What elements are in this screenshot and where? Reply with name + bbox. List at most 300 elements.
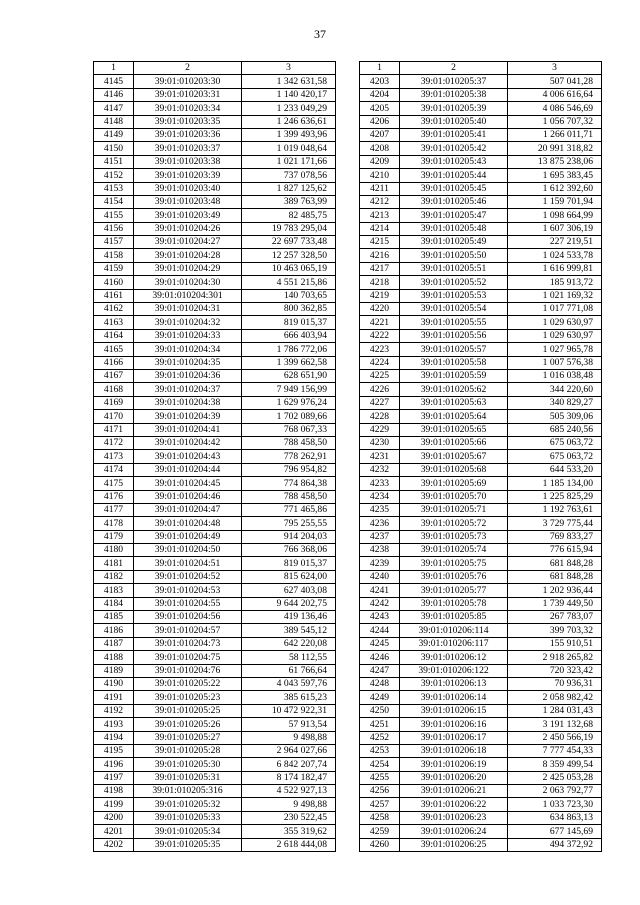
cadastral-value: 19 783 295,04 (242, 222, 336, 235)
cadastral-number: 39:01:010204:26 (134, 222, 242, 235)
cadastral-number: 39:01:010205:31 (134, 771, 242, 784)
table-row (94, 155, 336, 168)
table-row (94, 195, 336, 208)
table-row (94, 704, 336, 717)
table-row (360, 396, 602, 409)
table-row (360, 651, 602, 664)
table-row (360, 343, 602, 356)
table-row (360, 611, 602, 624)
cadastral-number: 39:01:010204:34 (134, 343, 242, 356)
row-number: 4174 (94, 463, 134, 476)
table-row (94, 517, 336, 530)
cadastral-number: 39:01:010204:45 (134, 477, 242, 490)
cadastral-number: 39:01:010203:49 (134, 209, 242, 222)
cadastral-value: 9 498,88 (242, 731, 336, 744)
cadastral-value: 1 021 169,32 (508, 289, 602, 302)
cadastral-number: 39:01:010205:23 (134, 691, 242, 704)
cadastral-value: 61 766,64 (242, 664, 336, 677)
cadastral-value: 507 041,28 (508, 75, 602, 88)
table-row (360, 744, 602, 757)
header-row (94, 62, 336, 75)
cadastral-number: 39:01:010205:62 (400, 383, 508, 396)
cadastral-number: 39:01:010205:35 (134, 838, 242, 851)
row-number: 4221 (360, 316, 400, 329)
cadastral-number: 39:01:010204:50 (134, 544, 242, 557)
cadastral-number: 39:01:010205:69 (400, 477, 508, 490)
header-col-2: 2 (400, 62, 508, 75)
row-number: 4253 (360, 744, 400, 757)
cadastral-value: 12 257 328,50 (242, 249, 336, 262)
table-row (360, 115, 602, 128)
cadastral-value: 766 368,06 (242, 544, 336, 557)
cadastral-value: 1 399 662,58 (242, 356, 336, 369)
cadastral-number: 39:01:010204:48 (134, 517, 242, 530)
cadastral-value: 720 323,42 (508, 664, 602, 677)
row-number: 4222 (360, 329, 400, 342)
cadastral-number: 39:01:010205:38 (400, 88, 508, 101)
row-number: 4185 (94, 611, 134, 624)
cadastral-value: 10 472 922,31 (242, 704, 336, 717)
table-row (94, 209, 336, 222)
cadastral-value: 22 697 733,48 (242, 236, 336, 249)
cadastral-number: 39:01:010204:57 (134, 624, 242, 637)
cadastral-value: 2 964 027,66 (242, 744, 336, 757)
cadastral-number: 39:01:010206:16 (400, 718, 508, 731)
table-row (360, 798, 602, 811)
table-row (94, 423, 336, 436)
row-number: 4257 (360, 798, 400, 811)
row-number: 4161 (94, 289, 134, 302)
table-row (360, 276, 602, 289)
cadastral-value: 914 204,03 (242, 530, 336, 543)
cadastral-value: 1 827 125,62 (242, 182, 336, 195)
cadastral-number: 39:01:010204:41 (134, 423, 242, 436)
row-number: 4252 (360, 731, 400, 744)
cadastral-value: 6 842 207,74 (242, 758, 336, 771)
cadastral-number: 39:01:010205:39 (400, 102, 508, 115)
cadastral-number: 39:01:010205:30 (134, 758, 242, 771)
cadastral-number: 39:01:010205:22 (134, 677, 242, 690)
cadastral-number: 39:01:010206:20 (400, 771, 508, 784)
cadastral-value: 677 145,69 (508, 825, 602, 838)
row-number: 4182 (94, 570, 134, 583)
cadastral-number: 39:01:010204:49 (134, 530, 242, 543)
table-row (94, 785, 336, 798)
cadastral-number: 39:01:010206:117 (400, 637, 508, 650)
cadastral-number: 39:01:010205:70 (400, 490, 508, 503)
cadastral-value: 70 936,31 (508, 677, 602, 690)
row-number: 4213 (360, 209, 400, 222)
table-row (360, 503, 602, 516)
table-row (94, 142, 336, 155)
row-number: 4241 (360, 584, 400, 597)
cadastral-value: 666 403,94 (242, 329, 336, 342)
cadastral-number: 39:01:010205:48 (400, 222, 508, 235)
cadastral-number: 39:01:010204:42 (134, 436, 242, 449)
row-number: 4244 (360, 624, 400, 637)
table-row (360, 102, 602, 115)
cadastral-value: 4 043 597,76 (242, 677, 336, 690)
cadastral-number: 39:01:010205:68 (400, 463, 508, 476)
row-number: 4183 (94, 584, 134, 597)
row-number: 4239 (360, 557, 400, 570)
row-number: 4234 (360, 490, 400, 503)
cadastral-value: 58 112,55 (242, 651, 336, 664)
table-row (360, 477, 602, 490)
cadastral-value: 675 063,72 (508, 450, 602, 463)
table-row (94, 236, 336, 249)
row-number: 4214 (360, 222, 400, 235)
row-number: 4163 (94, 316, 134, 329)
cadastral-value: 1 159 701,94 (508, 195, 602, 208)
cadastral-value: 1 140 420,17 (242, 88, 336, 101)
row-number: 4155 (94, 209, 134, 222)
row-number: 4158 (94, 249, 134, 262)
cadastral-value: 644 533,20 (508, 463, 602, 476)
row-number: 4240 (360, 570, 400, 583)
table-row (94, 75, 336, 88)
table-row (360, 236, 602, 249)
table-row (360, 303, 602, 316)
table-row (94, 115, 336, 128)
cadastral-number: 39:01:010205:55 (400, 316, 508, 329)
cadastral-number: 39:01:010203:48 (134, 195, 242, 208)
cadastral-number: 39:01:010206:122 (400, 664, 508, 677)
table-row (94, 369, 336, 382)
cadastral-value: 2 058 982,42 (508, 691, 602, 704)
cadastral-number: 39:01:010204:30 (134, 276, 242, 289)
cadastral-number: 39:01:010203:36 (134, 128, 242, 141)
row-number: 4192 (94, 704, 134, 717)
cadastral-value: 681 848,28 (508, 570, 602, 583)
cadastral-value: 1 029 630,97 (508, 316, 602, 329)
cadastral-number: 39:01:010206:23 (400, 811, 508, 824)
row-number: 4254 (360, 758, 400, 771)
row-number: 4196 (94, 758, 134, 771)
cadastral-value: 771 465,86 (242, 503, 336, 516)
cadastral-number: 39:01:010205:58 (400, 356, 508, 369)
cadastral-number: 39:01:010204:28 (134, 249, 242, 262)
table-row (94, 276, 336, 289)
row-number: 4171 (94, 423, 134, 436)
table-row (94, 557, 336, 570)
row-number: 4236 (360, 517, 400, 530)
cadastral-value: 2 618 444,08 (242, 838, 336, 851)
right-table-body (360, 75, 602, 852)
cadastral-value: 628 651,90 (242, 369, 336, 382)
cadastral-number: 39:01:010205:47 (400, 209, 508, 222)
table-row (94, 718, 336, 731)
cadastral-number: 39:01:010205:50 (400, 249, 508, 262)
row-number: 4162 (94, 303, 134, 316)
cadastral-number: 39:01:010206:22 (400, 798, 508, 811)
cadastral-number: 39:01:010205:75 (400, 557, 508, 570)
cadastral-value: 815 624,00 (242, 570, 336, 583)
cadastral-value: 9 498,88 (242, 798, 336, 811)
row-number: 4245 (360, 637, 400, 650)
row-number: 4156 (94, 222, 134, 235)
cadastral-value: 788 458,50 (242, 490, 336, 503)
table-row (360, 691, 602, 704)
cadastral-value: 4 006 616,64 (508, 88, 602, 101)
cadastral-number: 39:01:010205:53 (400, 289, 508, 302)
cadastral-value: 1 629 976,24 (242, 396, 336, 409)
table-row (360, 155, 602, 168)
row-number: 4231 (360, 450, 400, 463)
row-number: 4159 (94, 262, 134, 275)
row-number: 4191 (94, 691, 134, 704)
cadastral-value: 505 309,06 (508, 410, 602, 423)
row-number: 4173 (94, 450, 134, 463)
row-number: 4198 (94, 785, 134, 798)
table-row (360, 329, 602, 342)
cadastral-number: 39:01:010204:76 (134, 664, 242, 677)
row-number: 4212 (360, 195, 400, 208)
table-row (360, 262, 602, 275)
table-row (94, 838, 336, 851)
table-row (94, 624, 336, 637)
table-row (360, 758, 602, 771)
table-row (360, 557, 602, 570)
row-number: 4187 (94, 637, 134, 650)
cadastral-value: 82 485,75 (242, 209, 336, 222)
table-row (360, 222, 602, 235)
cadastral-value: 1 192 763,61 (508, 503, 602, 516)
cadastral-value: 140 703,65 (242, 289, 336, 302)
table-row (360, 356, 602, 369)
table-row (360, 718, 602, 731)
row-number: 4146 (94, 88, 134, 101)
cadastral-number: 39:01:010204:301 (134, 289, 242, 302)
row-number: 4200 (94, 811, 134, 824)
table-row (94, 570, 336, 583)
row-number: 4211 (360, 182, 400, 195)
cadastral-value: 267 783,07 (508, 611, 602, 624)
cadastral-number: 39:01:010206:15 (400, 704, 508, 717)
cadastral-number: 39:01:010206:24 (400, 825, 508, 838)
header-col-1: 1 (94, 62, 134, 75)
cadastral-number: 39:01:010204:47 (134, 503, 242, 516)
row-number: 4215 (360, 236, 400, 249)
table-row (94, 611, 336, 624)
cadastral-value: 9 644 202,75 (242, 597, 336, 610)
row-number: 4230 (360, 436, 400, 449)
row-number: 4228 (360, 410, 400, 423)
table-row (360, 771, 602, 784)
row-number: 4208 (360, 142, 400, 155)
table-row (360, 530, 602, 543)
row-number: 4169 (94, 396, 134, 409)
table-row (360, 570, 602, 583)
row-number: 4206 (360, 115, 400, 128)
cadastral-value: 10 463 065,19 (242, 262, 336, 275)
table-row (94, 436, 336, 449)
cadastral-value: 3 191 132,68 (508, 718, 602, 731)
row-number: 4147 (94, 102, 134, 115)
cadastral-number: 39:01:010206:114 (400, 624, 508, 637)
cadastral-value: 3 729 775,44 (508, 517, 602, 530)
cadastral-number: 39:01:010206:21 (400, 785, 508, 798)
cadastral-number: 39:01:010204:51 (134, 557, 242, 570)
table-row (360, 664, 602, 677)
row-number: 4180 (94, 544, 134, 557)
table-row (360, 88, 602, 101)
table-row (94, 825, 336, 838)
cadastral-number: 39:01:010204:44 (134, 463, 242, 476)
cadastral-value: 1 284 031,43 (508, 704, 602, 717)
cadastral-value: 1 021 171,66 (242, 155, 336, 168)
table-row (94, 356, 336, 369)
cadastral-value: 1 024 533,78 (508, 249, 602, 262)
table-row (360, 597, 602, 610)
table-row (360, 637, 602, 650)
cadastral-number: 39:01:010204:32 (134, 316, 242, 329)
row-number: 4168 (94, 383, 134, 396)
cadastral-number: 39:01:010205:54 (400, 303, 508, 316)
cadastral-number: 39:01:010205:64 (400, 410, 508, 423)
cadastral-value: 685 240,56 (508, 423, 602, 436)
table-row (94, 169, 336, 182)
cadastral-value: 675 063,72 (508, 436, 602, 449)
table-row (94, 463, 336, 476)
table-row (94, 731, 336, 744)
row-number: 4177 (94, 503, 134, 516)
header-col-3: 3 (508, 62, 602, 75)
table-row (94, 396, 336, 409)
row-number: 4210 (360, 169, 400, 182)
row-number: 4195 (94, 744, 134, 757)
table-row (94, 798, 336, 811)
cadastral-number: 39:01:010204:55 (134, 597, 242, 610)
cadastral-number: 39:01:010205:85 (400, 611, 508, 624)
cadastral-value: 2 425 053,28 (508, 771, 602, 784)
cadastral-number: 39:01:010206:12 (400, 651, 508, 664)
cadastral-value: 778 262,91 (242, 450, 336, 463)
cadastral-value: 4 522 927,13 (242, 785, 336, 798)
cadastral-value: 1 739 449,50 (508, 597, 602, 610)
cadastral-number: 39:01:010205:44 (400, 169, 508, 182)
cadastral-value: 1 017 771,08 (508, 303, 602, 316)
header-col-1: 1 (360, 62, 400, 75)
table-row (360, 677, 602, 690)
cadastral-value: 2 450 566,19 (508, 731, 602, 744)
table-row (94, 343, 336, 356)
row-number: 4166 (94, 356, 134, 369)
cadastral-value: 768 067,33 (242, 423, 336, 436)
cadastral-value: 2 063 792,77 (508, 785, 602, 798)
cadastral-number: 39:01:010205:67 (400, 450, 508, 463)
table-row (94, 771, 336, 784)
cadastral-number: 39:01:010205:41 (400, 128, 508, 141)
cadastral-number: 39:01:010205:73 (400, 530, 508, 543)
table-row (360, 383, 602, 396)
cadastral-number: 39:01:010205:33 (134, 811, 242, 824)
cadastral-number: 39:01:010205:42 (400, 142, 508, 155)
cadastral-number: 39:01:010203:37 (134, 142, 242, 155)
table-row (360, 450, 602, 463)
row-number: 4186 (94, 624, 134, 637)
row-number: 4179 (94, 530, 134, 543)
table-row (360, 624, 602, 637)
cadastral-number: 39:01:010204:75 (134, 651, 242, 664)
row-number: 4203 (360, 75, 400, 88)
row-number: 4150 (94, 142, 134, 155)
cadastral-value: 1 399 493,96 (242, 128, 336, 141)
cadastral-number: 39:01:010204:73 (134, 637, 242, 650)
cadastral-value: 1 029 630,97 (508, 329, 602, 342)
table-row (94, 222, 336, 235)
cadastral-value: 385 615,23 (242, 691, 336, 704)
cadastral-value: 1 786 772,06 (242, 343, 336, 356)
table-row (360, 490, 602, 503)
row-number: 4246 (360, 651, 400, 664)
row-number: 4190 (94, 677, 134, 690)
row-number: 4189 (94, 664, 134, 677)
table-row (360, 142, 602, 155)
table-row (94, 651, 336, 664)
cadastral-value: 769 833,27 (508, 530, 602, 543)
cadastral-value: 1 033 723,30 (508, 798, 602, 811)
row-number: 4181 (94, 557, 134, 570)
cadastral-value: 1 246 636,61 (242, 115, 336, 128)
row-number: 4201 (94, 825, 134, 838)
row-number: 4170 (94, 410, 134, 423)
cadastral-number: 39:01:010203:34 (134, 102, 242, 115)
table-row (360, 75, 602, 88)
row-number: 4151 (94, 155, 134, 168)
cadastral-value: 8 359 499,54 (508, 758, 602, 771)
cadastral-value: 399 703,32 (508, 624, 602, 637)
table-row (94, 544, 336, 557)
header-col-2: 2 (134, 62, 242, 75)
cadastral-number: 39:01:010203:30 (134, 75, 242, 88)
cadastral-number: 39:01:010205:76 (400, 570, 508, 583)
table-row (94, 450, 336, 463)
row-number: 4199 (94, 798, 134, 811)
table-row (94, 758, 336, 771)
cadastral-number: 39:01:010205:25 (134, 704, 242, 717)
cadastral-number: 39:01:010204:56 (134, 611, 242, 624)
row-number: 4237 (360, 530, 400, 543)
header-col-3: 3 (242, 62, 336, 75)
cadastral-value: 1 612 392,60 (508, 182, 602, 195)
row-number: 4243 (360, 611, 400, 624)
cadastral-value: 20 991 318,82 (508, 142, 602, 155)
row-number: 4220 (360, 303, 400, 316)
cadastral-number: 39:01:010205:63 (400, 396, 508, 409)
cadastral-number: 39:01:010203:40 (134, 182, 242, 195)
row-number: 4164 (94, 329, 134, 342)
cadastral-number: 39:01:010205:28 (134, 744, 242, 757)
table-row (94, 490, 336, 503)
row-number: 4238 (360, 544, 400, 557)
cadastral-value: 340 829,27 (508, 396, 602, 409)
table-row (360, 731, 602, 744)
cadastral-number: 39:01:010205:77 (400, 584, 508, 597)
cadastral-value: 1 185 134,00 (508, 477, 602, 490)
cadastral-value: 627 403,08 (242, 584, 336, 597)
cadastral-number: 39:01:010205:37 (400, 75, 508, 88)
row-number: 4178 (94, 517, 134, 530)
table-row (360, 423, 602, 436)
cadastral-number: 39:01:010204:27 (134, 236, 242, 249)
cadastral-number: 39:01:010204:36 (134, 369, 242, 382)
row-number: 4259 (360, 825, 400, 838)
row-number: 4219 (360, 289, 400, 302)
cadastral-number: 39:01:010206:19 (400, 758, 508, 771)
cadastral-number: 39:01:010205:49 (400, 236, 508, 249)
table-row (360, 369, 602, 382)
